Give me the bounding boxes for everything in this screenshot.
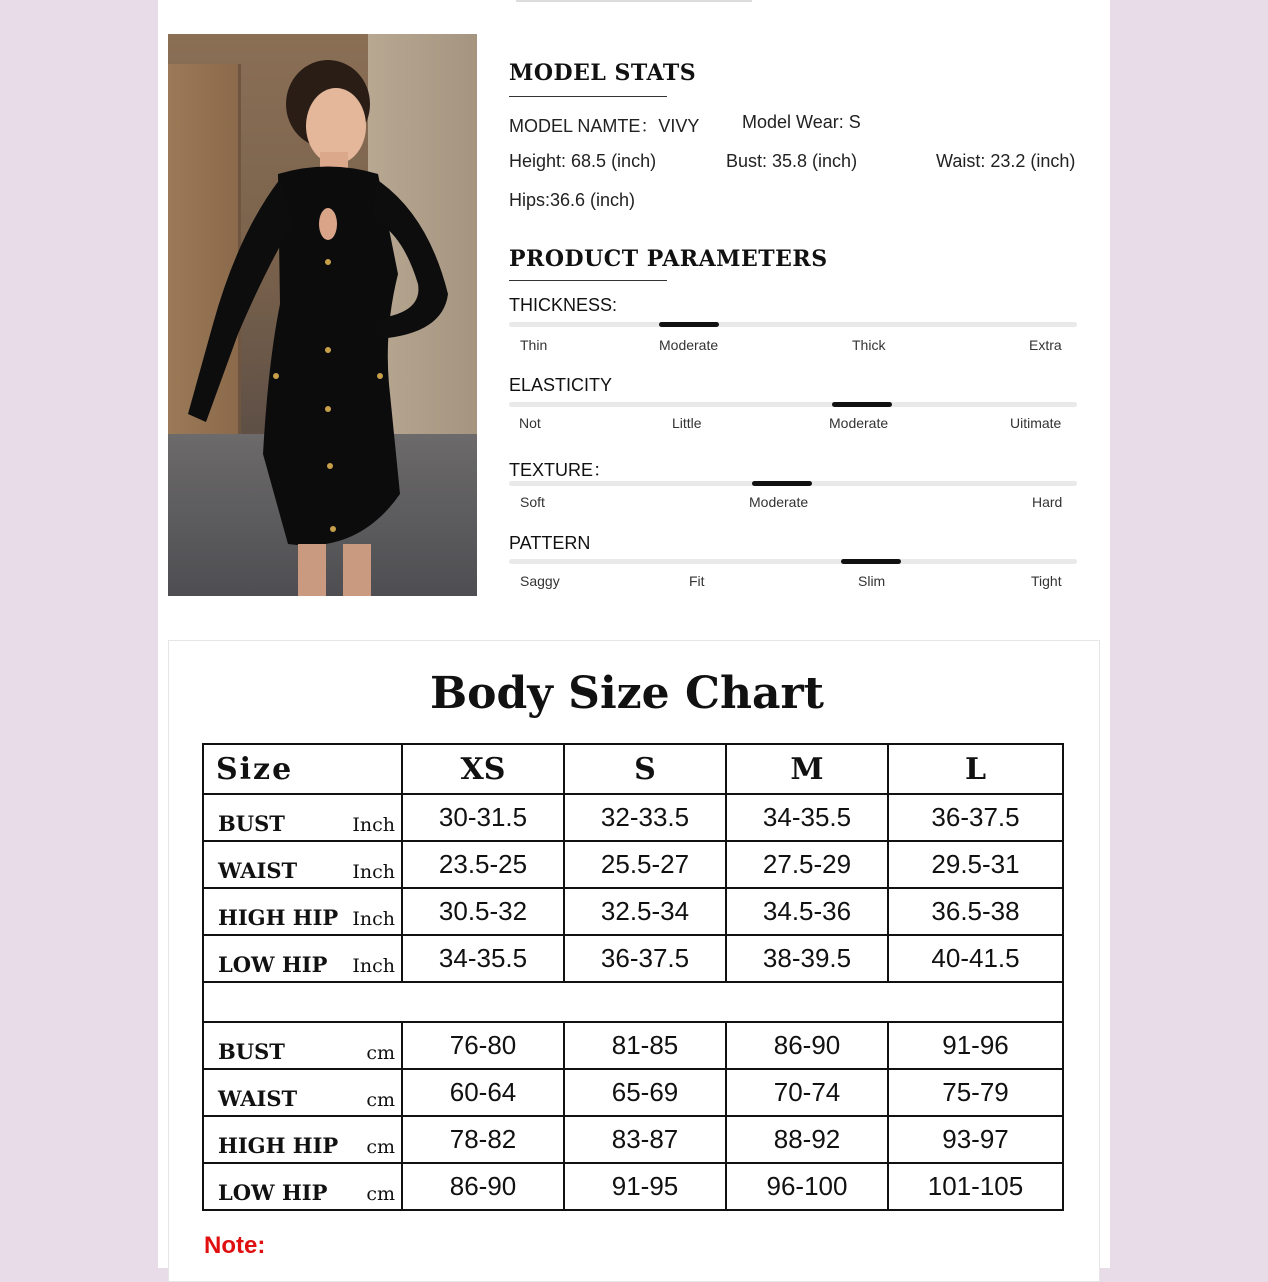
row-unit: Inch <box>352 955 395 977</box>
pattern-track <box>509 559 1077 564</box>
table-cell: 36-37.5 <box>564 935 726 982</box>
table-row <box>203 794 1063 841</box>
table-cell: 38-39.5 <box>726 935 888 982</box>
row-unit: cm <box>366 1136 395 1158</box>
table-cell: 34-35.5 <box>726 794 888 841</box>
size-chart-title: Body Size Chart <box>429 668 824 719</box>
table-cell: 78-82 <box>402 1116 564 1163</box>
top-divider <box>516 0 752 2</box>
header-m: M <box>726 744 888 794</box>
elasticity-tick-little: Little <box>672 415 702 431</box>
thickness-track <box>509 322 1077 327</box>
table-cell: 86-90 <box>402 1163 564 1210</box>
table-cell: 91-96 <box>888 1022 1063 1069</box>
table-cell: 29.5-31 <box>888 841 1063 888</box>
model-figure <box>168 34 477 596</box>
table-cell: 65-69 <box>564 1069 726 1116</box>
pattern-tick-slim: Slim <box>858 573 886 589</box>
elasticity-tick-ultimate: Uitimate <box>1010 415 1062 431</box>
row-label-cell <box>203 1069 402 1116</box>
product-parameters-heading: PRODUCT PARAMETERS <box>509 246 828 272</box>
row-label: LOW HIP <box>218 1180 328 1205</box>
table-cell: 27.5-29 <box>726 841 888 888</box>
table-cell: 60-64 <box>402 1069 564 1116</box>
table-row <box>203 1163 1063 1210</box>
table-cell: 30-31.5 <box>402 794 564 841</box>
table-cell: 88-92 <box>726 1116 888 1163</box>
thickness-tick-thick: Thick <box>852 337 886 353</box>
table-header-row <box>203 744 1063 794</box>
table-cell: 75-79 <box>888 1069 1063 1116</box>
spacer-cell <box>203 982 1063 1022</box>
row-label-cell <box>203 1163 402 1210</box>
model-photo <box>168 34 477 596</box>
row-label-cell <box>203 935 402 982</box>
texture-track <box>509 481 1077 486</box>
row-label: HIGH HIP <box>218 905 339 930</box>
elasticity-tick-moderate: Moderate <box>829 415 889 431</box>
row-unit: Inch <box>352 861 395 883</box>
table-row <box>203 1069 1063 1116</box>
header-xs: XS <box>402 744 564 794</box>
model-stats-underline <box>509 96 667 97</box>
table-cell: 83-87 <box>564 1116 726 1163</box>
table-row <box>203 1022 1063 1069</box>
row-label-cell <box>203 1116 402 1163</box>
table-cell: 86-90 <box>726 1022 888 1069</box>
table-cell: 25.5-27 <box>564 841 726 888</box>
table-cell: 93-97 <box>888 1116 1063 1163</box>
table-cell: 81-85 <box>564 1022 726 1069</box>
table-row <box>203 1116 1063 1163</box>
table-spacer-row <box>203 982 1063 1022</box>
row-unit: cm <box>366 1183 395 1205</box>
row-unit: cm <box>366 1089 395 1111</box>
table-cell: 36.5-38 <box>888 888 1063 935</box>
product-parameters-underline <box>509 280 667 281</box>
elasticity-marker <box>832 402 892 407</box>
model-hips: Hips:36.6 (inch) <box>509 190 636 210</box>
row-unit: Inch <box>352 814 395 836</box>
row-label: WAIST <box>218 1086 298 1111</box>
header-s: S <box>564 744 726 794</box>
table-cell: 70-74 <box>726 1069 888 1116</box>
model-waist: Waist: 23.2 (inch) <box>936 151 1076 171</box>
header-size: Size <box>203 744 402 794</box>
table-cell: 36-37.5 <box>888 794 1063 841</box>
table-cell: 34.5-36 <box>726 888 888 935</box>
row-label-cell <box>203 794 402 841</box>
thickness-tick-moderate: Moderate <box>659 337 719 353</box>
thickness-label: THICKNESS: <box>509 295 618 315</box>
row-label: WAIST <box>218 858 298 883</box>
row-label-cell <box>203 888 402 935</box>
table-row <box>203 888 1063 935</box>
row-label: LOW HIP <box>218 952 328 977</box>
texture-label: TEXTURE： <box>509 460 612 480</box>
elasticity-track <box>509 402 1077 407</box>
note-label: Note: <box>204 1232 266 1259</box>
row-label-cell <box>203 841 402 888</box>
pattern-tick-tight: Tight <box>1031 573 1062 589</box>
texture-tick-hard: Hard <box>1032 494 1063 510</box>
pattern-label: PATTERN <box>509 533 591 553</box>
row-label: HIGH HIP <box>218 1133 339 1158</box>
thickness-marker <box>659 322 719 327</box>
pattern-tick-fit: Fit <box>689 573 705 589</box>
texture-marker <box>752 481 812 486</box>
table-cell: 40-41.5 <box>888 935 1063 982</box>
table-cell: 101-105 <box>888 1163 1063 1210</box>
table-cell: 91-95 <box>564 1163 726 1210</box>
row-label: BUST <box>218 1039 285 1064</box>
table-row <box>203 935 1063 982</box>
thickness-tick-thin: Thin <box>520 337 548 353</box>
table-cell: 34-35.5 <box>402 935 564 982</box>
header-l: L <box>888 744 1063 794</box>
table-cell: 23.5-25 <box>402 841 564 888</box>
thickness-tick-extra: Extra <box>1029 337 1062 353</box>
table-cell: 32-33.5 <box>564 794 726 841</box>
model-stats-heading: MODEL STATS <box>509 60 697 86</box>
texture-tick-soft: Soft <box>520 494 545 510</box>
model-height: Height: 68.5 (inch) <box>509 151 657 171</box>
pattern-marker <box>841 559 901 564</box>
texture-tick-moderate: Moderate <box>749 494 809 510</box>
size-table <box>202 743 1064 1211</box>
row-label: BUST <box>218 811 285 836</box>
table-cell: 96-100 <box>726 1163 888 1210</box>
elasticity-label: ELASTICITY <box>509 375 613 395</box>
row-unit: cm <box>366 1042 395 1064</box>
table-cell: 76-80 <box>402 1022 564 1069</box>
table-row <box>203 841 1063 888</box>
row-unit: Inch <box>352 908 395 930</box>
model-wear: Model Wear: S <box>742 112 861 132</box>
pattern-tick-saggy: Saggy <box>520 573 560 589</box>
table-cell: 32.5-34 <box>564 888 726 935</box>
table-cell: 30.5-32 <box>402 888 564 935</box>
elasticity-tick-not: Not <box>519 415 541 431</box>
model-name: MODEL NAMTE：VIVY <box>509 116 700 136</box>
model-bust: Bust: 35.8 (inch) <box>726 151 858 171</box>
row-label-cell <box>203 1022 402 1069</box>
